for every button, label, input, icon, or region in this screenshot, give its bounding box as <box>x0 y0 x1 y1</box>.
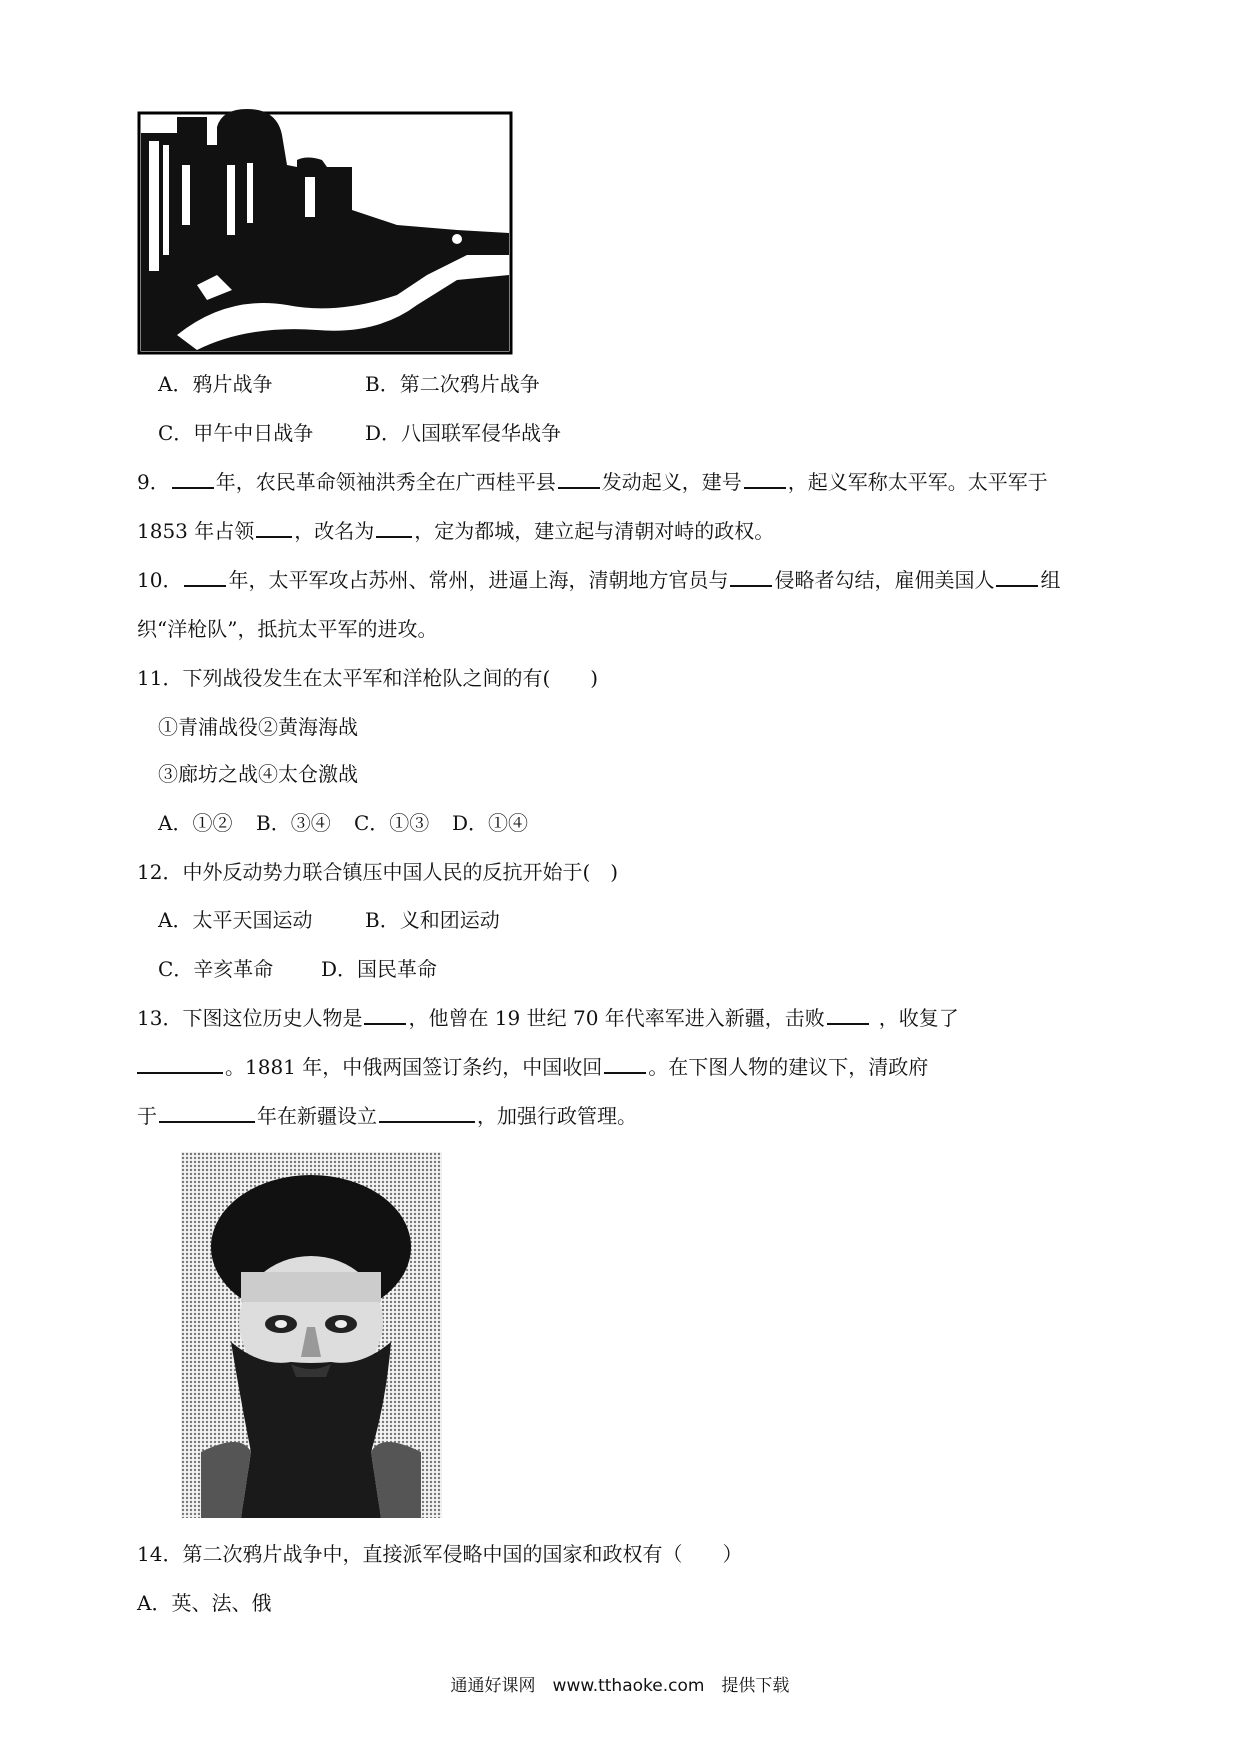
q13-blank-person <box>364 1005 406 1025</box>
q12-option-a: A．太平天国运动 <box>158 908 313 932</box>
q9-blank-place <box>558 469 600 489</box>
q12-stem: 12．中外反动势力联合镇压中国人民的反抗开始于( ) <box>137 860 619 884</box>
q9-text-3: ，起义军称太平军。太平军于 <box>787 470 1048 494</box>
q10-text-4: 织“洋枪队”，抵抗太平军的进攻。 <box>137 617 438 641</box>
q10-text-1: 年，太平军攻占苏州、常州，进逼上海，清朝地方官员与 <box>228 568 729 592</box>
q13-text-3: ，收复了 <box>878 1006 959 1030</box>
q13-text-5: 。在下图人物的建议下，清政府 <box>648 1055 929 1079</box>
q8-option-a: A．鸦片战争 <box>158 372 273 396</box>
q14-stem: 14．第二次鸦片战争中，直接派军侵略中国的国家和政权有（ ） <box>137 1542 743 1566</box>
q10-text-2: 侵略者勾结，雇佣美国人 <box>774 568 995 592</box>
q13-blank-province <box>379 1103 475 1123</box>
q11-option-b: B．③④ <box>256 811 331 835</box>
q10-blank-person <box>996 567 1038 587</box>
q10-text-3: 组 <box>1040 568 1061 592</box>
question-13-line1 <box>137 1004 959 1032</box>
q12-option-d: D．国民革命 <box>321 957 438 981</box>
q11-item-1: ①青浦战役②黄海海战 <box>158 715 358 739</box>
q14-option-a: A．英、法、俄 <box>137 1591 272 1615</box>
question-13-line3 <box>137 1102 637 1130</box>
q10-number: 10． <box>137 568 183 592</box>
q12-option-b: B．义和团运动 <box>365 908 500 932</box>
question-9-line2 <box>137 517 774 545</box>
q9-blank-year <box>172 469 214 489</box>
q9-text-6: ，定为都城，建立起与清朝对峙的政权。 <box>414 519 775 543</box>
q9-blank-newname <box>376 518 412 538</box>
q11-option-c: C．①③ <box>354 811 430 835</box>
q9-blank-city <box>256 518 292 538</box>
q9-text-1: 年，农民革命领袖洪秀全在广西桂平县 <box>215 470 556 494</box>
portrait-photo <box>181 1152 442 1518</box>
q13-blank-enemy <box>827 1005 869 1025</box>
q13-blank-recovered <box>604 1054 646 1074</box>
q8-option-c: C．甲午中日战争 <box>158 421 314 445</box>
q13-text-7: 年在新疆设立 <box>257 1104 377 1128</box>
q10-blank-invaders <box>730 567 772 587</box>
page-footer: 通通好课网 www.tthaoke.com 提供下载 <box>450 1676 790 1696</box>
question-13-line2 <box>137 1053 928 1081</box>
q11-stem: 11．下列战役发生在太平军和洋枪队之间的有( ) <box>137 666 599 690</box>
q9-number: 9． <box>137 470 170 494</box>
q12-option-c: C．辛亥革命 <box>158 957 274 981</box>
q9-text-2: 发动起义，建号 <box>601 470 742 494</box>
q9-text-4: 1853 年占领 <box>137 519 255 543</box>
question-9-line1 <box>137 468 1048 496</box>
q8-option-d: D．八国联军侵华战争 <box>365 421 562 445</box>
q10-blank-year <box>184 567 226 587</box>
q11-item-2: ③廊坊之战④太仓激战 <box>158 762 358 786</box>
q9-blank-title <box>744 469 786 489</box>
q13-blank-year <box>159 1103 255 1123</box>
q13-text-8: ，加强行政管理。 <box>477 1104 637 1128</box>
q13-text-4: 。1881 年，中俄两国签订条约，中国收回 <box>225 1055 603 1079</box>
question-10-line1 <box>137 566 1060 594</box>
q13-text-1: 13．下图这位历史人物是 <box>137 1006 363 1030</box>
q13-text-2: ，他曾在 19 世纪 70 年代率军进入新疆，击败 <box>408 1006 825 1030</box>
q8-option-b: B．第二次鸦片战争 <box>365 372 540 396</box>
ruins-photo <box>137 105 513 355</box>
q9-text-5: ，改名为 <box>294 519 375 543</box>
q13-blank-region <box>137 1054 223 1074</box>
q11-option-d: D．①④ <box>452 811 529 835</box>
q11-option-a: A．①② <box>158 811 233 835</box>
q13-text-6: 于 <box>137 1104 157 1128</box>
